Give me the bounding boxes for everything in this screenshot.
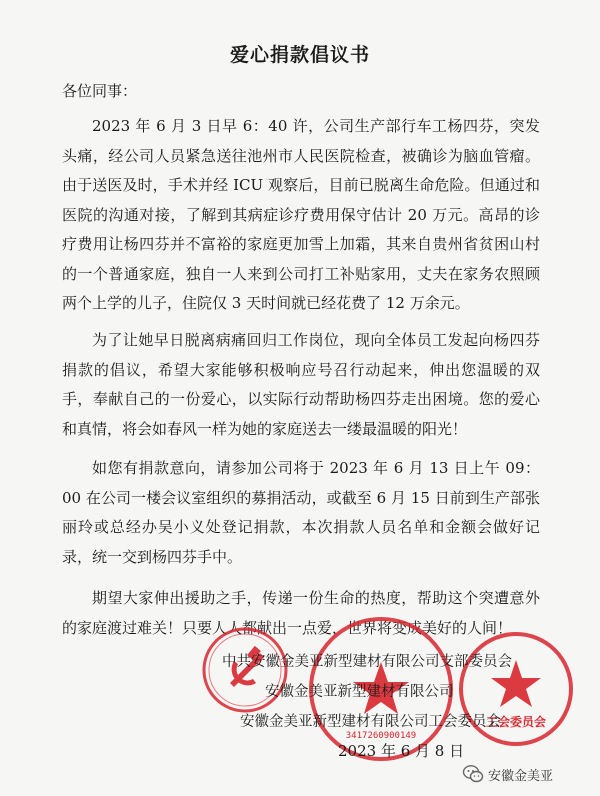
wechat-icon xyxy=(462,763,484,785)
signature-union: 安徽金美亚新型建材有限公司工会委员会 xyxy=(240,714,501,730)
paragraph-2: 为了让她早日脱离病痛回归工作岗位，现向全体员工发起向杨四芬捐款的倡议，希望大家能够积极响应号召行动起来，伸出您温暖的双手，奉献自己的一份爱心，以实际行动帮助杨四芬走出困境。您的爱心和真情，将会如春风一样为她的家庭送去一缕最温暖的阳光！ xyxy=(62,331,540,438)
watermark-label: 安徽金美亚 xyxy=(488,768,554,784)
signature-party-branch: 中共安徽金美亚新型建材有限公司支部委员会 xyxy=(222,654,512,670)
signature-company: 安徽金美亚新型建材有限公司 xyxy=(265,684,454,700)
document-date: 2023 年 6 月 8 日 xyxy=(338,742,465,760)
watermark xyxy=(462,763,553,785)
paragraph-4: 期望大家伸出援助之手，传递一份生命的热度，帮助这个突遭意外的家庭渡过难关！只要人人都献出一点爱，世界将变成美好的人间！ xyxy=(62,589,540,637)
paragraph-1: 2023 年 6 月 3 日早 6：40 许，公司生产部行车工杨四芬，突发头痛，经公司人员紧急送往池州市人民医院检查，被确诊为脑血管瘤。由于送医及时，手术并经 ICU 观察后，目前已脱离生命危险。但通过和医院的沟通对接，了解到其病症诊疗费用保守估计 20 万元。高昂的诊疗费用让杨四芬并不富裕的家庭更加雪上加霜，其来自贵州省贫困山村的一个普通家庭，独自一人来到公司打工补贴家用，丈夫在家务农照顾两个上学的儿子，住院仅 3 天时间就已经花费了 12 万余元。 xyxy=(62,117,540,312)
union-seal-label: 工会委员会 xyxy=(485,715,547,729)
company-seal-number: 3417260900149 xyxy=(345,731,417,741)
greeting: 各位同事： xyxy=(62,82,138,100)
document-title: 爱心捐款倡议书 xyxy=(229,44,370,66)
paragraph-3: 如您有捐款意向，请参加公司将于 2023 年 6 月 13 日上午 09：00 在公司一楼会议室组织的募捐活动，或截至 6 月 15 日前到生产部张丽玲或总经办吴小义处登记捐款，本次捐款人员名单和金额会做好记录，统一交到杨四芬手中。 xyxy=(62,459,540,566)
